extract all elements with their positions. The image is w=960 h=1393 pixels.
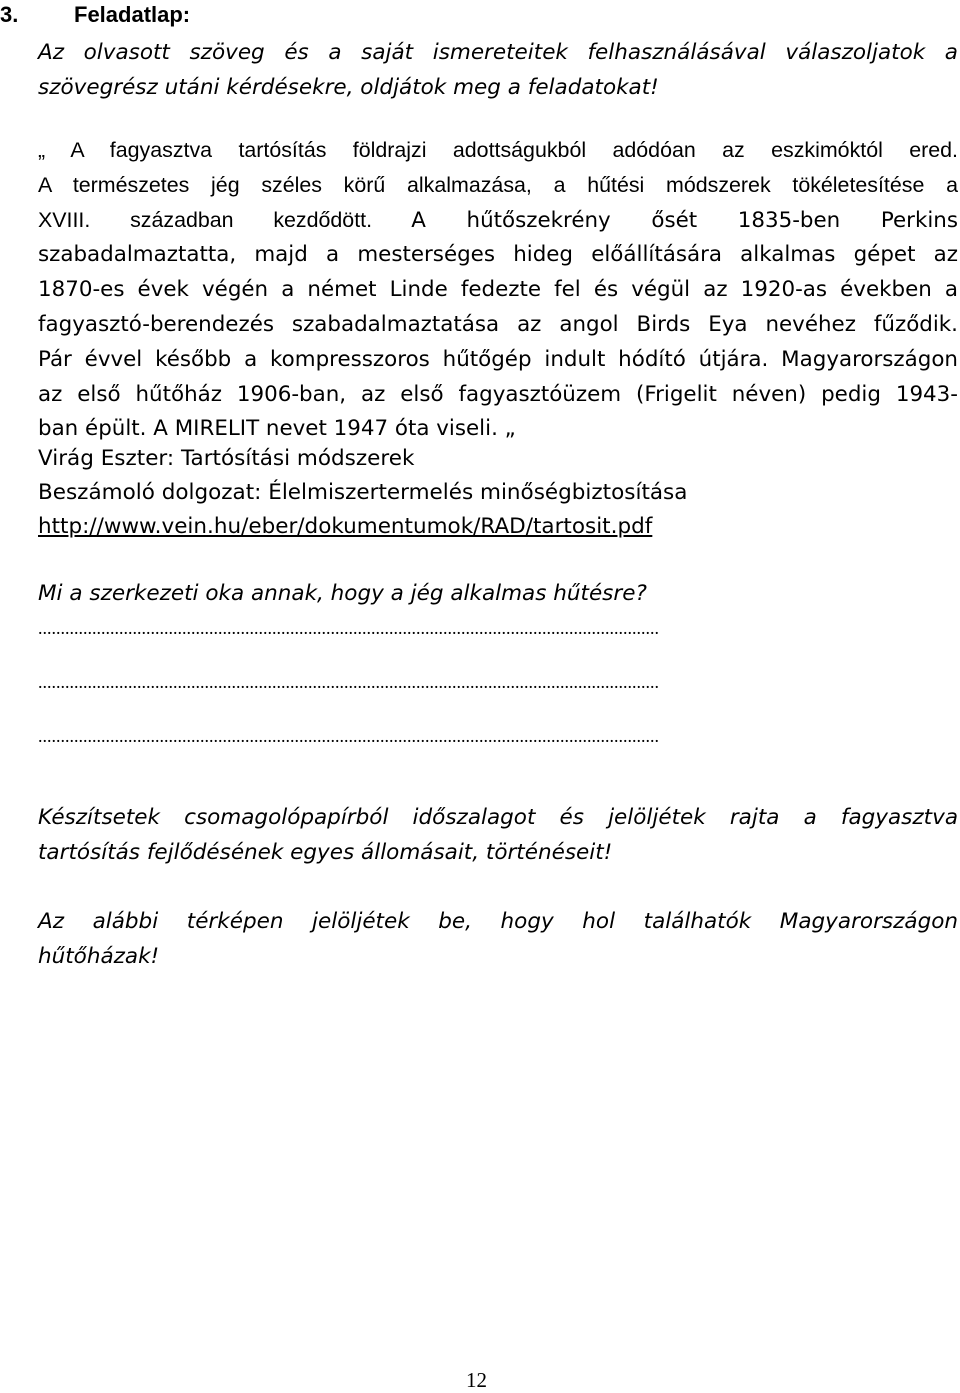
task-line: hűtőházak! [38,944,160,969]
quote-line: 1870-es évek végén a német Linde fedezte fel és végül az 1920-as években a [38,277,958,303]
quote-line: A természetes jég széles körű alkalmazása, a hűtési módszerek tökéletesítése a [38,172,958,197]
task-line: tartósítás fejlődésének egyes állomásait, történéseit! [38,840,613,865]
page-number: 12 [466,1368,487,1392]
source-work: Beszámoló dolgozat: Élelmiszertermelés minőségbiztosítása [38,480,688,505]
answer-dotted-line[interactable]: .......................................................................................................................................... [38,618,659,638]
answer-dotted-line[interactable]: .......................................................................................................................................... [38,672,659,692]
instructions-line: Az olvasott szöveg és a saját ismereteitek felhasználásával válaszoljatok a [38,40,958,65]
section-number: 3. [0,2,19,27]
quoted-text [38,133,958,447]
instructions [38,35,958,105]
quote-fragment-comic: A hűtőszekrény ősét 1835-ben Perkins [411,207,958,233]
quote-line [38,203,958,239]
source-link[interactable]: http://www.vein.hu/eber/dokumentumok/RAD/tartosit.pdf [38,514,653,539]
task-line: Az alábbi térképen jelöljétek be, hogy hol találhatók Magyarországon [38,909,958,934]
section-title: Feladatlap: [74,2,191,27]
task-map [38,904,958,974]
task-line: Készítsetek csomagolópapírból időszalagot és jelöljétek rajta a fagyasztva [38,805,958,830]
quote-line: szabadalmaztatta, majd a mesterséges hideg előállítására alkalmas gépet az [38,242,958,268]
quote-line: Pár évvel később a kompresszoros hűtőgép indult hódító útjára. Magyarországon [38,346,958,372]
quote-line: az első hűtőház 1906-ban, az első fagyasztóüzem (Frigelit néven) pedig 1943- [38,381,958,407]
section-heading [0,2,190,28]
question-text: Mi a szerkezeti oka annak, hogy a jég alkalmas hűtésre? [38,581,647,606]
answer-dotted-line[interactable]: .......................................................................................................................................... [38,726,659,746]
quote-line: ban épült. A MIRELIT nevet 1947 óta viseli. „ [38,416,516,442]
quote-fragment-sans: XVIII. században kezdődött. [38,207,373,232]
quote-line: „ A fagyasztva tartósítás földrajzi adottságukból adódóan az eszkimóktól ered. [38,138,958,162]
source-author: Virág Eszter: Tartósítási módszerek [38,446,415,471]
quote-line: fagyasztó-berendezés szabadalmaztatása az angol Birds Eya nevéhez fűződik. [38,311,958,337]
instructions-line: szövegrész utáni kérdésekre, oldjátok meg a feladatokat! [38,75,659,100]
task-timeline [38,800,958,870]
